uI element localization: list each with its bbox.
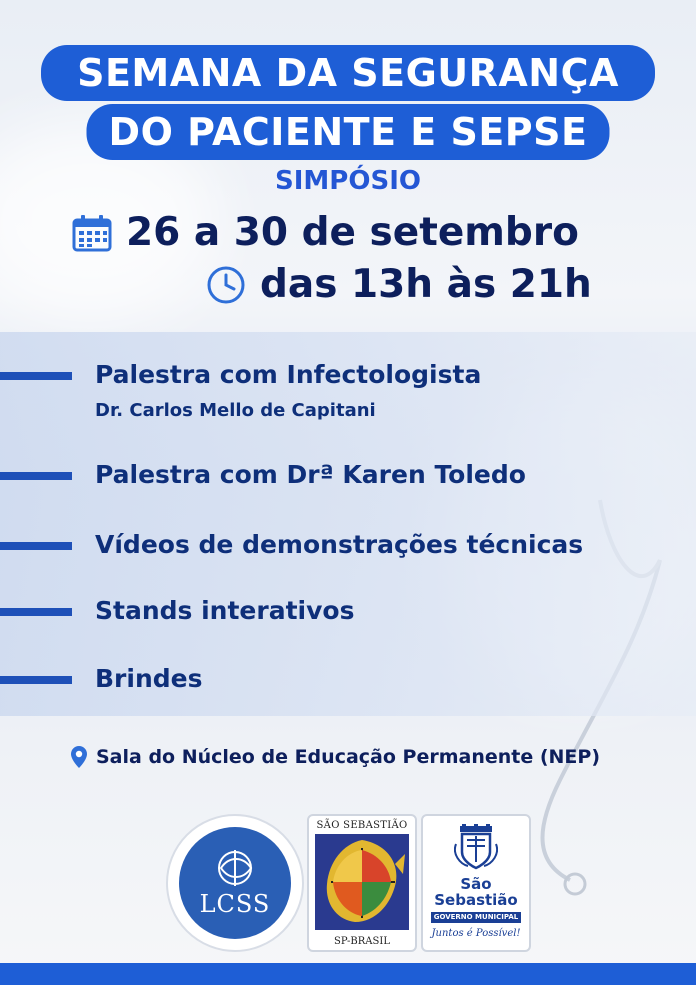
item-title: Palestra com Drª Karen Toledo [95, 460, 526, 489]
item-bar [0, 608, 72, 616]
seal-top-text: SÃO SEBASTIÃO [316, 820, 408, 831]
lcss-logo [166, 814, 304, 952]
location-row [70, 745, 600, 769]
item-bar [0, 676, 72, 684]
item-bar [0, 372, 72, 380]
seal-bottom-text: SP-BRASIL [334, 936, 390, 947]
city-name-line2: Sebastião [434, 891, 518, 909]
title-line-1: SEMANA DA SEGURANÇA [41, 45, 655, 101]
lcss-logo-inner [179, 827, 291, 939]
location-text: Sala do Núcleo de Educação Permanente (NEP) [96, 746, 601, 768]
title-line-2: DO PACIENTE E SEPSE [87, 104, 610, 160]
city-name-line1: São [460, 875, 492, 893]
bottom-bar [0, 963, 696, 985]
city-seal-card [307, 814, 417, 952]
event-subtitle: SIMPÓSIO [275, 166, 421, 196]
event-time: das 13h às 21h [260, 262, 592, 307]
city-slogan: Juntos é Possível! [431, 928, 521, 939]
clock-icon [206, 265, 246, 305]
lcss-text: LCSS [199, 890, 271, 918]
program-band [0, 332, 696, 716]
item-title: Brindes [95, 664, 203, 693]
time-row [206, 262, 592, 307]
fish-cross-icon [213, 848, 257, 888]
item-title: Vídeos de demonstrações técnicas [95, 530, 584, 559]
city-crest-icon [454, 824, 498, 870]
location-pin-icon [70, 745, 88, 769]
city-seal-icon [315, 834, 409, 930]
item-title: Palestra com Infectologista [95, 360, 482, 389]
item-bar [0, 542, 72, 550]
item-bar [0, 472, 72, 480]
city-gov-label: GOVERNO MUNICIPAL [431, 912, 521, 923]
date-row [72, 210, 579, 255]
item-title: Stands interativos [95, 596, 355, 625]
calendar-icon [72, 214, 112, 252]
event-date: 26 a 30 de setembro [126, 210, 579, 255]
city-government-logo [421, 814, 531, 952]
city-name [423, 876, 529, 908]
item-subtitle: Dr. Carlos Mello de Capitani [95, 400, 376, 421]
